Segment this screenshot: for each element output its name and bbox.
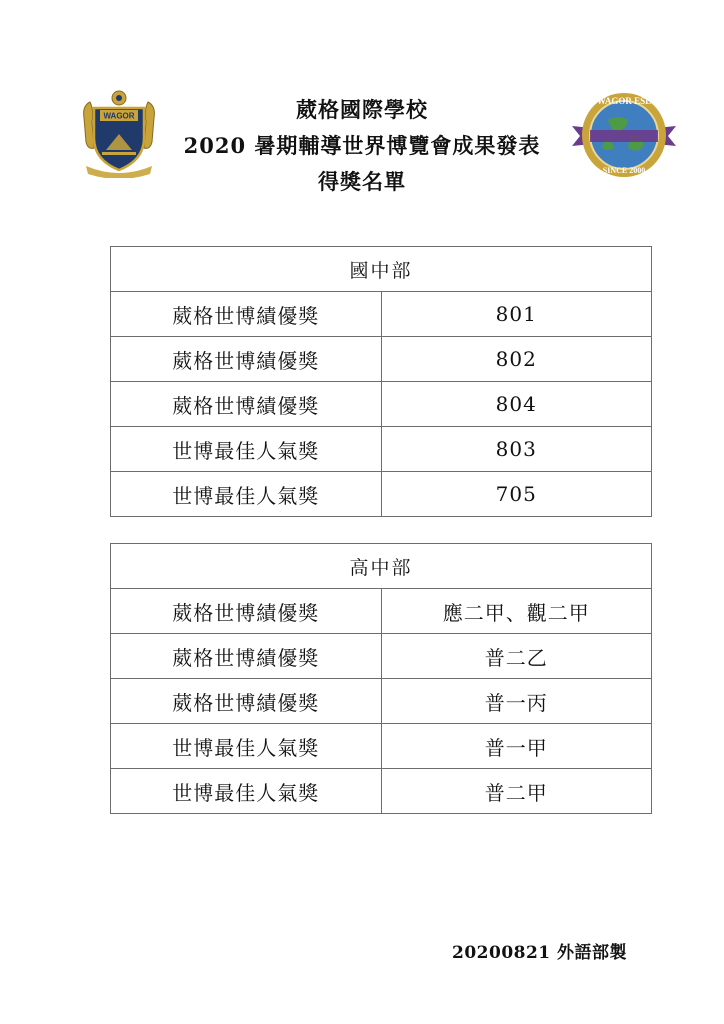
table-row: [111, 382, 652, 427]
class-name: 普二甲: [381, 769, 652, 814]
class-name: 應二甲、觀二甲: [381, 589, 652, 634]
class-name: 803: [381, 427, 652, 472]
award-name: 葳格世博績優獎: [111, 634, 382, 679]
table-row: [111, 769, 652, 814]
table-row: [111, 724, 652, 769]
class-name: 804: [381, 382, 652, 427]
class-name: 普二乙: [381, 634, 652, 679]
award-name: 世博最佳人氣獎: [111, 472, 382, 517]
table-row: [111, 292, 652, 337]
table-row: [111, 472, 652, 517]
class-name: 普一甲: [381, 724, 652, 769]
school-name: 葳格國際學校: [296, 97, 428, 122]
table-row: [111, 589, 652, 634]
table-header-row: [111, 247, 652, 292]
award-name: 葳格世博績優獎: [111, 679, 382, 724]
award-name: 葳格世博績優獎: [111, 292, 382, 337]
award-name: 世博最佳人氣獎: [111, 427, 382, 472]
table-row: [111, 337, 652, 382]
department-label: 國中部: [111, 247, 652, 292]
department-label: 高中部: [111, 544, 652, 589]
table-row: [111, 427, 652, 472]
table-row: [111, 679, 652, 724]
award-name: 世博最佳人氣獎: [111, 769, 382, 814]
class-name: 705: [381, 472, 652, 517]
list-title: 得獎名單: [318, 169, 406, 194]
footer-note: 20200821 外語部製: [452, 943, 628, 963]
globe-bottom-text: SINCE 2000: [602, 166, 646, 175]
class-name: 801: [381, 292, 652, 337]
award-name: 葳格世博績優獎: [111, 337, 382, 382]
award-name: 葳格世博績優獎: [111, 589, 382, 634]
globe-top-text: WAGOR ESL: [596, 96, 652, 106]
table-header-row: [111, 544, 652, 589]
document-header: [0, 92, 724, 200]
junior-high-awards-table: [110, 246, 652, 517]
award-name: 世博最佳人氣獎: [111, 724, 382, 769]
senior-high-awards-table: [110, 543, 652, 814]
class-name: 普一丙: [381, 679, 652, 724]
class-name: 802: [381, 337, 652, 382]
event-title: 2020 暑期輔導世界博覽會成果發表: [183, 133, 541, 158]
crest-label: WAGOR: [103, 111, 135, 121]
award-name: 葳格世博績優獎: [111, 382, 382, 427]
table-row: [111, 634, 652, 679]
